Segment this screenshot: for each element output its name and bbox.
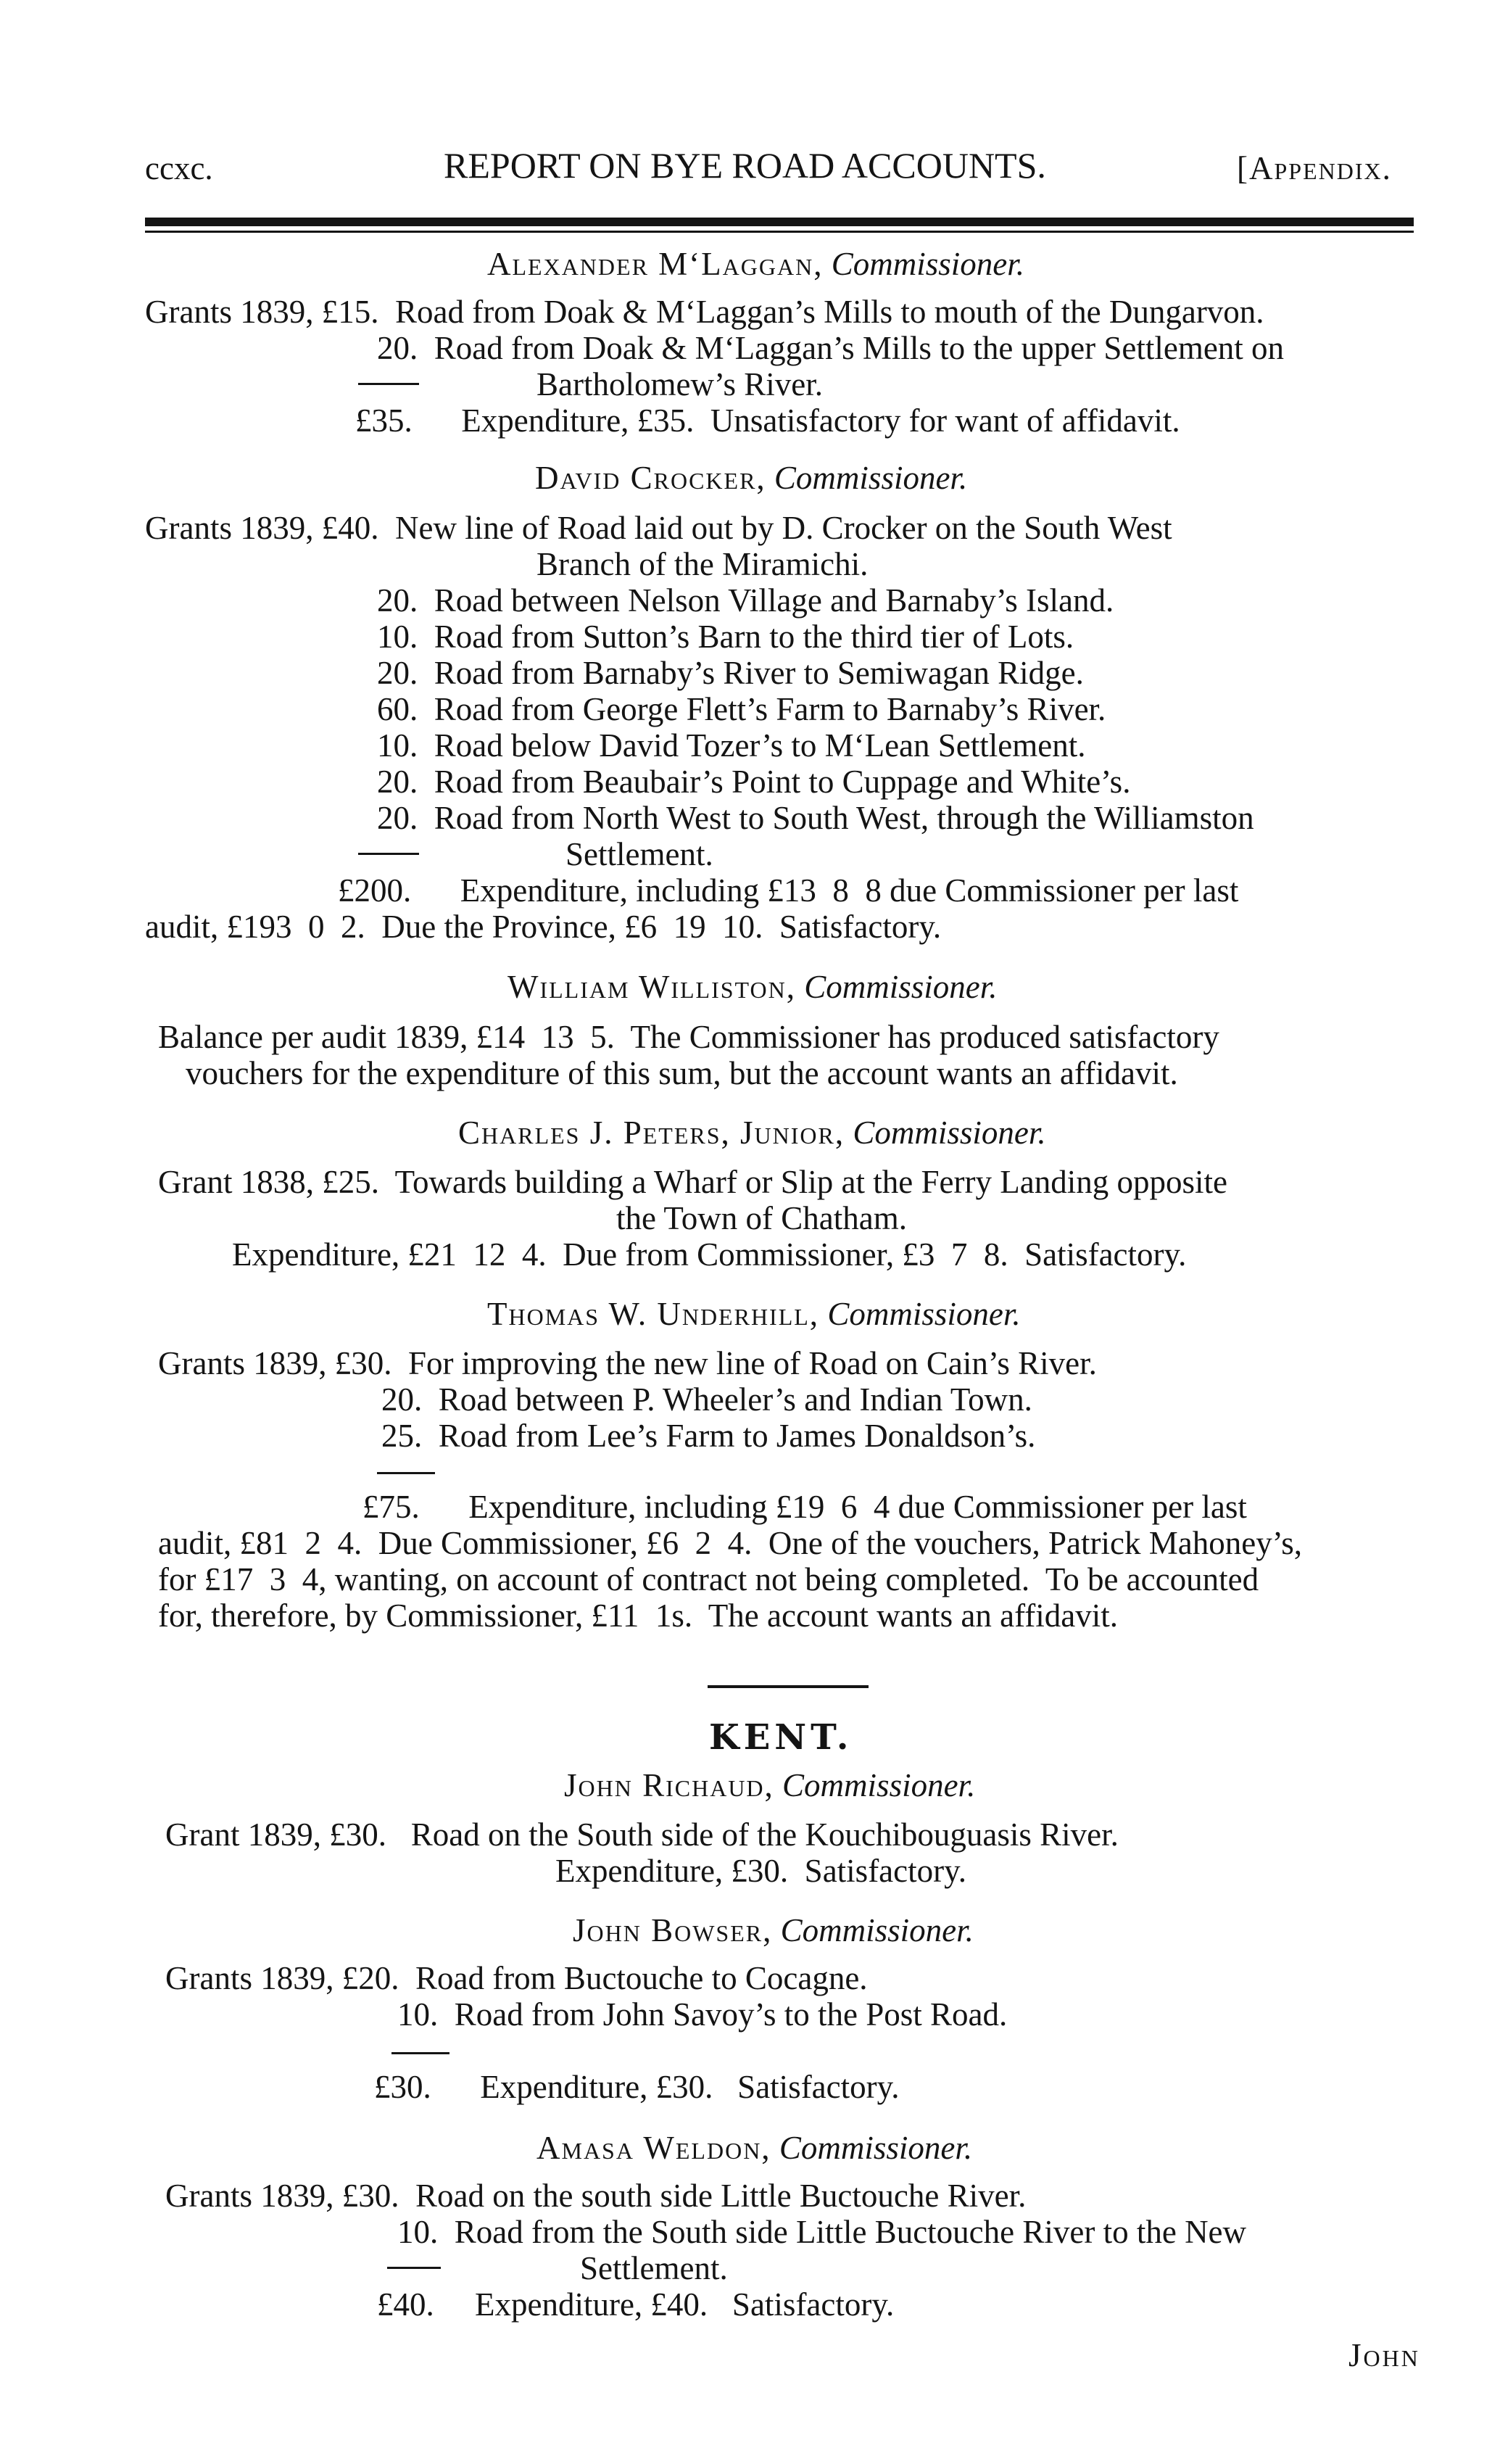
commissioner-heading (487, 1295, 1021, 1333)
commissioner-name: William Williston, (507, 969, 796, 1005)
expenditure-line: £75. Expenditure, including £19 6 4 due Commissioner per last (362, 1489, 1247, 1525)
grant-line-continued: Bartholomew’s River. (536, 366, 823, 402)
sum-rule (358, 383, 419, 385)
commissioner-name: Thomas W. Underhill, (487, 1296, 820, 1332)
grant-line: 20. Road between P. Wheeler’s and Indian Town. (381, 1381, 1032, 1418)
commissioner-heading (458, 1114, 1046, 1152)
grant-line: 10. Road from the South side Little Buctouche River to the New (397, 2214, 1247, 2250)
commissioner-heading (573, 1911, 974, 1949)
sum-rule (358, 853, 419, 855)
grant-line-continued: Branch of the Miramichi. (536, 546, 869, 582)
section-divider (708, 1685, 869, 1688)
commissioner-heading (535, 459, 967, 497)
commissioner-role: Commissioner. (831, 246, 1024, 282)
balance-line-continued: vouchers for the expenditure of this sum, but the account wants an affidavit. (186, 1055, 1178, 1091)
commissioner-name: John Richaud, (564, 1767, 774, 1803)
grant-line: Grants 1839, £30. For improving the new line of Road on Cain’s River. (158, 1345, 1097, 1381)
commissioner-name: Amasa Weldon, (536, 2130, 771, 2166)
grant-line: Grants 1839, £40. New line of Road laid out by D. Crocker on the South West (145, 510, 1172, 546)
commissioner-heading (507, 968, 998, 1006)
grant-line: 25. Road from Lee’s Farm to James Donaldson’s. (381, 1418, 1036, 1454)
grant-line: 60. Road from George Flett’s Farm to Barnaby’s River. (377, 691, 1106, 727)
grant-line: 20. Road from Barnaby’s River to Semiwagan Ridge. (377, 655, 1084, 691)
commissioner-heading (536, 2129, 972, 2167)
grant-line: Grant 1838, £25. Towards building a Wharf or Slip at the Ferry Landing opposite (158, 1164, 1227, 1200)
grant-line-continued: the Town of Chatham. (616, 1200, 907, 1236)
commissioner-role: Commissioner. (780, 1912, 974, 1948)
commissioner-role: Commissioner. (827, 1296, 1021, 1332)
commissioner-heading (564, 1766, 975, 1804)
grant-line: 20. Road from Beaubair’s Point to Cuppage and White’s. (377, 764, 1131, 800)
grant-line: Grants 1839, £15. Road from Doak & M‘Laggan’s Mills to mouth of the Dungarvon. (145, 294, 1264, 330)
commissioner-role: Commissioner. (779, 2130, 973, 2166)
grant-line: 20. Road from North West to South West, through the Williamston (377, 800, 1254, 836)
expenditure-line-continued: audit, £193 0 2. Due the Province, £6 19 10. Satisfactory. (145, 909, 942, 945)
commissioner-role: Commissioner. (804, 969, 998, 1005)
grant-line-continued: Settlement. (565, 836, 713, 872)
commissioner-name: David Crocker, (535, 460, 766, 496)
county-heading: KENT. (709, 1717, 853, 1758)
expenditure-line-continued: audit, £81 2 4. Due Commissioner, £6 2 4. One of the vouchers, Patrick Mahoney’s, (158, 1525, 1302, 1561)
commissioner-role: Commissioner. (774, 460, 968, 496)
grant-line: 20. Road between Nelson Village and Barnaby’s Island. (377, 582, 1114, 619)
commissioner-heading (487, 245, 1024, 283)
grant-line: Grants 1839, £30. Road on the south side Little Buctouche River. (165, 2178, 1027, 2214)
balance-line: Balance per audit 1839, £14 13 5. The Commissioner has produced satisfactory (158, 1019, 1219, 1055)
grant-line: 10. Road from Sutton’s Barn to the third tier of Lots. (377, 619, 1074, 655)
section-label: [Appendix. (1237, 150, 1392, 186)
expenditure-line: £200. Expenditure, including £13 8 8 due Commissioner per last (338, 872, 1239, 909)
expenditure-line: £30. Expenditure, £30. Satisfactory. (374, 2069, 900, 2105)
commissioner-name: Charles J. Peters, Junior, (458, 1115, 845, 1151)
sum-rule (377, 1472, 435, 1474)
commissioner-role: Commissioner. (853, 1115, 1046, 1151)
grant-line: 20. Road from Doak & M‘Laggan’s Mills to the upper Settlement on (377, 330, 1285, 366)
catchword: John (1348, 2337, 1420, 2373)
grant-line: 10. Road below David Tozer’s to M‘Lean Settlement. (377, 727, 1086, 764)
commissioner-role: Commissioner. (782, 1767, 976, 1803)
grant-line: 10. Road from John Savoy’s to the Post Road. (397, 1996, 1008, 2033)
sum-rule (387, 2267, 441, 2269)
header-rule-thin (145, 231, 1414, 233)
grant-line-continued: Settlement. (580, 2250, 728, 2286)
page-title: REPORT ON BYE ROAD ACCOUNTS. (444, 145, 1046, 186)
expenditure-line: £35. Expenditure, £35. Unsatisfactory for want of affidavit. (355, 402, 1180, 439)
commissioner-name: John Bowser, (573, 1912, 773, 1948)
expenditure-line: Expenditure, £21 12 4. Due from Commissioner, £3 7 8. Satisfactory. (232, 1236, 1187, 1273)
grant-line: Grant 1839, £30. Road on the South side of the Kouchibouguasis River. (165, 1816, 1119, 1853)
expenditure-line-continued: for, therefore, by Commissioner, £11 1s. The account wants an affidavit. (158, 1597, 1118, 1634)
folio-number: ccxc. (145, 150, 213, 186)
sum-rule (391, 2052, 449, 2054)
grant-line: Grants 1839, £20. Road from Buctouche to Cocagne. (165, 1960, 868, 1996)
expenditure-line: £40. Expenditure, £40. Satisfactory. (377, 2286, 895, 2323)
expenditure-line: Expenditure, £30. Satisfactory. (555, 1853, 966, 1889)
header-rule-thick (145, 218, 1414, 226)
commissioner-name: Alexander M‘Laggan, (487, 246, 824, 282)
expenditure-line-continued: for £17 3 4, wanting, on account of contract not being completed. To be accounted (158, 1561, 1259, 1597)
